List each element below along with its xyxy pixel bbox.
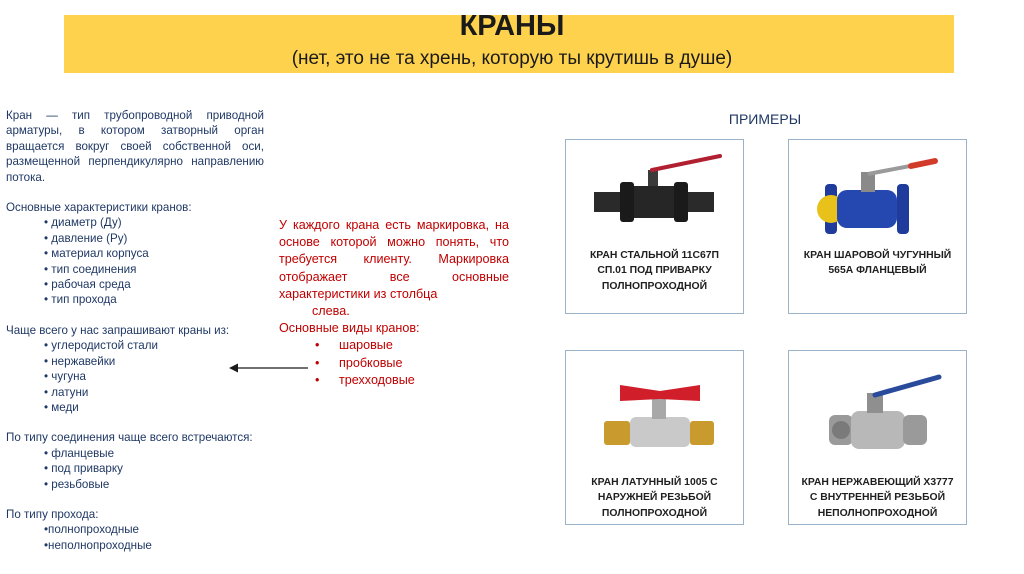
- list-item: • латуни: [44, 385, 264, 400]
- characteristics-list: [6, 215, 264, 307]
- examples-heading: ПРИМЕРЫ: [728, 111, 802, 127]
- page-subtitle: (нет, это не та хрень, которую ты крутишь в душе): [291, 48, 733, 69]
- list-item: • диаметр (Ду): [44, 215, 264, 230]
- connection-list: [6, 446, 264, 492]
- types-heading: Основные виды кранов:: [279, 321, 420, 336]
- card-caption: КРАН НЕРЖАВЕЮЩИЙ Х3777 С ВНУТРЕННЕЙ РЕЗЬБОЙ НЕПОЛНОПРОХОДНОЙ: [801, 477, 954, 519]
- card-caption: КРАН СТАЛЬНОЙ 11С67П СП.01 ПОД ПРИВАРКУ ПОЛНОПРОХОДНОЙ: [589, 250, 720, 292]
- example-card-brass: [565, 350, 744, 525]
- list-item: • углеродистой стали: [44, 338, 264, 353]
- list-item: • тип соединения: [44, 262, 264, 277]
- list-item: • пробковые: [315, 355, 509, 372]
- left-column: [6, 108, 264, 553]
- card-caption: КРАН ЛАТУННЫЙ 1005 С НАРУЖНЕЙ РЕЗЬБОЙ ПОЛНОПРОХОДНОЙ: [591, 477, 718, 519]
- example-card-cast-iron: [788, 139, 967, 314]
- passage-heading: По типу прохода:: [6, 507, 99, 521]
- characteristics-heading: Основные характеристики кранов:: [6, 201, 192, 215]
- list-item: • шаровые: [315, 337, 509, 354]
- list-item: • под приварку: [44, 461, 264, 476]
- page-title: КРАНЫ: [459, 10, 565, 42]
- card-caption: КРАН ШАРОВОЙ ЧУГУННЫЙ 565А ФЛАНЦЕВЫЙ: [803, 250, 952, 277]
- passage-item: •неполнопроходные: [44, 538, 152, 552]
- list-item: • нержавейки: [44, 354, 264, 369]
- steel-weld-valve-image: [580, 146, 730, 241]
- list-item: • тип прохода: [44, 292, 264, 307]
- popular-list: [6, 338, 264, 415]
- list-item: • давление (Ру): [44, 231, 264, 246]
- example-card-stainless: [788, 350, 967, 525]
- passage-item: •полнопроходные: [44, 523, 139, 537]
- list-item: • резьбовые: [44, 477, 264, 492]
- list-item: • меди: [44, 400, 264, 415]
- stainless-valve-image: [803, 357, 953, 452]
- connection-heading: По типу соединения чаще всего встречаются:: [6, 431, 253, 445]
- list-item: • рабочая среда: [44, 277, 264, 292]
- example-card-steel: [565, 139, 744, 314]
- marking-tail: слева.: [312, 304, 350, 319]
- list-item: • фланцевые: [44, 446, 264, 461]
- list-item: • материал корпуса: [44, 246, 264, 261]
- definition-text: Кран — тип трубопроводной приводной арматуры, в котором затворный орган вращается вокруг своей собственной оси, размещенной перпендикулярно направлению потока.: [6, 109, 264, 184]
- list-item: • чугуна: [44, 369, 264, 384]
- list-item: • трехходовые: [315, 372, 509, 389]
- brass-thread-valve-image: [580, 357, 730, 452]
- types-list: [279, 337, 509, 389]
- cast-iron-flange-valve-image: [803, 146, 953, 241]
- marking-text: У каждого крана есть маркировка, на основе которой можно понять, что требуется клиенту. Маркировка отображает все основные характеристики из столбца: [279, 218, 509, 301]
- middle-column: [279, 217, 509, 389]
- popular-heading: Чаще всего у нас запрашивают краны из:: [6, 323, 230, 337]
